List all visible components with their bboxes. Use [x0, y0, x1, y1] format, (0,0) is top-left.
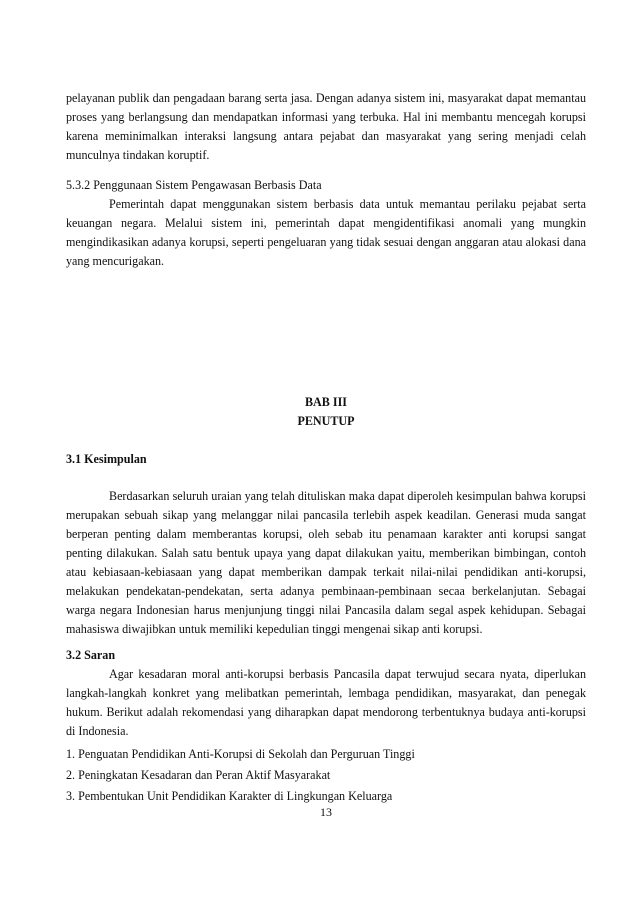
- section-532-heading: 5.3.2 Penggunaan Sistem Pengawasan Berbasis Data: [66, 178, 322, 192]
- recommendation-list: [66, 744, 586, 807]
- list-item: 3. Pembentukan Unit Pendidikan Karakter di Lingkungan Keluarga: [66, 789, 393, 803]
- section-532-paragraph: Pemerintah dapat menggunakan sistem berbasis data untuk memantau perilaku pejabat serta keuangan negara. Melalui sistem ini, pemerintah dapat mengidentifikasi anomali yang mungkin mengindikasikan adanya korupsi, seperti pengeluaran yang tidak sesuai dengan anggaran atau alokasi dana yang mencurigakan.: [66, 197, 586, 268]
- page-number: 13: [320, 805, 332, 819]
- list-item: 2. Peningkatan Kesadaran dan Peran Aktif Masyarakat: [66, 768, 331, 782]
- section-32-heading: 3.2 Saran: [66, 648, 116, 662]
- chapter-number: BAB III: [304, 395, 347, 409]
- section-31-paragraph: Berdasarkan seluruh uraian yang telah dituliskan maka dapat diperoleh kesimpulan bahwa korupsi merupakan sebuah sikap yang melanggar nilai pancasila terlebih aspek keadilan. Generasi muda sangat berperan penting dalam memberantas korupsi, oleh sebab itu penamaan karakter anti korupsi sangat penting dilakukan. Salah satu bentuk upaya yang dapat dilakukan yaitu, memberikan bimbingan, contoh atau kebiasaan-kebiasaan yang dapat memberikan dampak terkait nilai-nilai pendidikan anti-korupsi, melakukan pendekatan-pendekatan, serta adanya pembinaan-pembinaan secaa berkelanjutan. Sebagai warga negara Indonesian harus menjunjung tinggi nilai Pancasila dalam segal aspek kehidupan. Sebagai mahasiswa diwajibkan untuk memiliki kepedulian tinggi mengenai sikap anti korupsi.: [66, 489, 586, 636]
- section-32-paragraph: Agar kesadaran moral anti-korupsi berbasis Pancasila dapat terwujud secara nyata, diperlukan langkah-langkah konkret yang melibatkan pemerintah, lembaga pendidikan, masyarakat, dan penegak hukum. Berikut adalah rekomendasi yang diharapkan dapat mendorong terbentuknya budaya anti-korupsi di Indonesia.: [66, 667, 586, 738]
- intro-paragraph: pelayanan publik dan pengadaan barang serta jasa. Dengan adanya sistem ini, masyarakat dapat memantau proses yang berlangsung dan mendapatkan informasi yang terbuka. Hal ini membantu mencegah korupsi karena meminimalkan interaksi langsung antara pejabat dan masyarakat yang sering menjadi celah munculnya tindakan koruptif.: [66, 91, 586, 162]
- chapter-title: PENUTUP: [297, 414, 355, 428]
- list-item: 1. Penguatan Pendidikan Anti-Korupsi di Sekolah dan Perguruan Tinggi: [66, 747, 415, 761]
- section-31-heading: 3.1 Kesimpulan: [66, 452, 147, 466]
